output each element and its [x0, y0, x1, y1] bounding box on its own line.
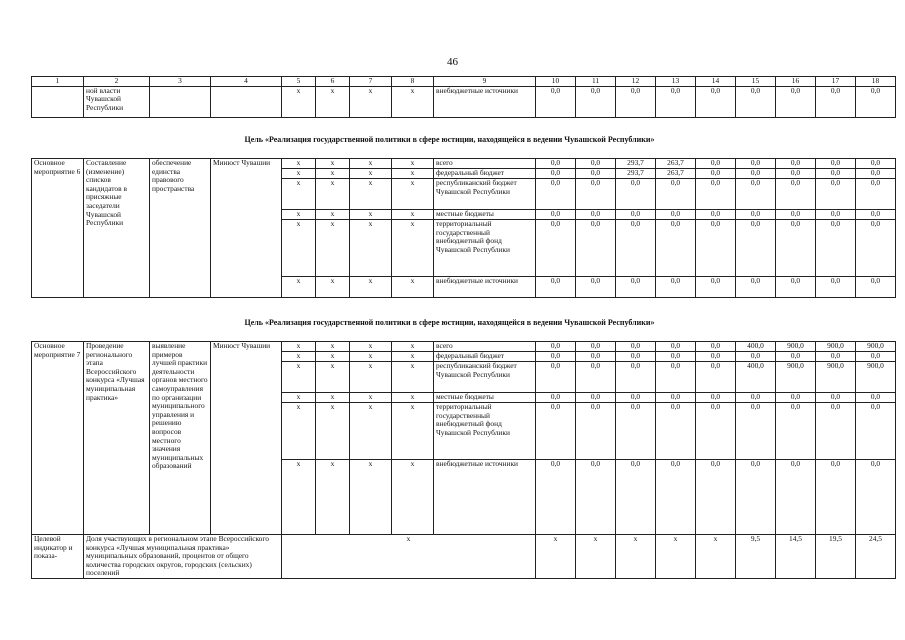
x-mark: x [316, 159, 350, 169]
value-cell: 0,0 [736, 169, 776, 179]
x-mark: x [350, 393, 392, 403]
value-cell: 0,0 [816, 460, 856, 535]
executor: Минюст Чувашии [211, 342, 282, 535]
value-cell: 0,0 [736, 393, 776, 403]
value-cell: 0,0 [616, 342, 656, 352]
value-cell: 0,0 [776, 169, 816, 179]
indicator-text: Доля участвующих в региональном этапе Всероссийского конкурса «Лучшая муниципальная практика» муниципальных образований, процентов от общего количества городских округов, городских (сельских) поселений [84, 535, 282, 579]
x-mark: x [282, 277, 316, 298]
value-cell: x [656, 535, 696, 579]
value-cell: 0,0 [616, 179, 656, 210]
value-cell: 0,0 [536, 362, 576, 393]
value-cell: 0,0 [616, 460, 656, 535]
value-cell: 293,7 [616, 159, 656, 169]
value-cell: 0,0 [736, 86, 776, 117]
value-cell: 0,0 [696, 86, 736, 117]
value-cell: 0,0 [696, 220, 736, 277]
x-mark: x [350, 169, 392, 179]
value-cell: 900,0 [856, 342, 896, 352]
value-cell: 0,0 [536, 460, 576, 535]
x-mark: x [392, 179, 434, 210]
table-cell [150, 86, 211, 117]
value-cell: 0,0 [536, 393, 576, 403]
x-mark: x [316, 393, 350, 403]
column-header: 3 [150, 77, 211, 87]
value-cell: 0,0 [856, 220, 896, 277]
value-cell: 0,0 [656, 362, 696, 393]
column-header: 7 [350, 77, 392, 87]
column-header: 6 [316, 77, 350, 87]
value-cell: x [696, 535, 736, 579]
table-row [32, 342, 896, 352]
value-cell: 0,0 [736, 352, 776, 362]
value-cell: 0,0 [776, 179, 816, 210]
value-cell: 0,0 [816, 159, 856, 169]
value-cell: x [282, 535, 536, 579]
value-cell: 0,0 [696, 179, 736, 210]
value-cell: 900,0 [816, 342, 856, 352]
value-cell: 0,0 [856, 352, 896, 362]
value-cell: 0,0 [736, 403, 776, 460]
source-cell: всего [434, 342, 536, 352]
x-mark: x [282, 86, 316, 117]
value-cell: 0,0 [616, 210, 656, 220]
value-cell: 900,0 [776, 362, 816, 393]
value-cell: 0,0 [656, 352, 696, 362]
column-header: 1 [32, 77, 84, 87]
x-mark: x [316, 179, 350, 210]
value-cell: 0,0 [816, 277, 856, 298]
page-number: 46 [447, 56, 458, 68]
value-cell: 0,0 [656, 342, 696, 352]
value-cell: 14,5 [776, 535, 816, 579]
column-header: 5 [282, 77, 316, 87]
value-cell: 0,0 [696, 362, 736, 393]
x-mark: x [316, 210, 350, 220]
column-header: 8 [392, 77, 434, 87]
value-cell: 0,0 [696, 352, 736, 362]
x-mark: x [392, 169, 434, 179]
indicator-row [32, 535, 896, 579]
value-cell: 0,0 [576, 220, 616, 277]
x-mark: x [282, 460, 316, 535]
table-block-7 [31, 341, 896, 579]
value-cell: 0,0 [776, 393, 816, 403]
x-mark: x [392, 277, 434, 298]
x-mark: x [350, 210, 392, 220]
value-cell: 0,0 [776, 403, 816, 460]
value-cell: 0,0 [696, 277, 736, 298]
column-header: 10 [536, 77, 576, 87]
value-cell: 0,0 [576, 169, 616, 179]
value-cell: 400,0 [736, 362, 776, 393]
table-row [32, 86, 896, 117]
value-cell: 0,0 [856, 210, 896, 220]
value-cell: 0,0 [776, 210, 816, 220]
source-cell: внебюджетные источники [434, 86, 536, 117]
x-mark: x [282, 403, 316, 460]
value-cell: 0,0 [576, 403, 616, 460]
value-cell: 0,0 [696, 169, 736, 179]
value-cell: 0,0 [696, 403, 736, 460]
value-cell: 0,0 [536, 86, 576, 117]
value-cell: x [616, 535, 656, 579]
x-mark: x [316, 220, 350, 277]
source-cell: территориальный государственный внебюджетный фонд Чувашской Республики [434, 403, 536, 460]
x-mark: x [392, 210, 434, 220]
value-cell: 0,0 [736, 210, 776, 220]
source-cell: республиканский бюджет Чувашской Республики [434, 362, 536, 393]
x-mark: x [316, 352, 350, 362]
value-cell: 0,0 [776, 277, 816, 298]
value-cell: 0,0 [856, 169, 896, 179]
value-cell: 0,0 [536, 277, 576, 298]
table-header [31, 76, 896, 118]
value-cell: 400,0 [736, 342, 776, 352]
x-mark: x [392, 220, 434, 277]
source-cell: территориальный государственный внебюджетный фонд Чувашской Республики [434, 220, 536, 277]
value-cell: 0,0 [856, 159, 896, 169]
column-header: 14 [696, 77, 736, 87]
value-cell: 0,0 [576, 393, 616, 403]
x-mark: x [316, 362, 350, 393]
value-cell: 0,0 [696, 342, 736, 352]
value-cell: 0,0 [616, 403, 656, 460]
value-cell: 0,0 [616, 277, 656, 298]
source-cell: федеральный бюджет [434, 169, 536, 179]
executor: Минюст Чувашии [211, 159, 282, 298]
x-mark: x [392, 342, 434, 352]
value-cell: 0,0 [816, 86, 856, 117]
value-cell: 0,0 [536, 403, 576, 460]
value-cell: 0,0 [816, 210, 856, 220]
value-cell: 0,0 [816, 220, 856, 277]
x-mark: x [392, 352, 434, 362]
x-mark: x [350, 159, 392, 169]
value-cell: 0,0 [856, 403, 896, 460]
x-mark: x [350, 460, 392, 535]
value-cell: 0,0 [656, 393, 696, 403]
x-mark: x [282, 159, 316, 169]
value-cell: 0,0 [616, 86, 656, 117]
value-cell: 0,0 [576, 460, 616, 535]
column-header: 9 [434, 77, 536, 87]
value-cell: 0,0 [656, 403, 696, 460]
value-cell: 0,0 [536, 342, 576, 352]
table-cell: ной власти Чувашской Республики [84, 86, 150, 117]
column-header: 11 [576, 77, 616, 87]
value-cell: 263,7 [656, 169, 696, 179]
value-cell: 0,0 [856, 86, 896, 117]
value-cell: 0,0 [576, 86, 616, 117]
measure-description: Составление (изменение) списков кандидатов в присяжные заседатели Чувашской Республики [84, 159, 150, 298]
source-cell: всего [434, 159, 536, 169]
value-cell: 0,0 [856, 393, 896, 403]
x-mark: x [282, 210, 316, 220]
source-cell: федеральный бюджет [434, 352, 536, 362]
source-cell: местные бюджеты [434, 210, 536, 220]
x-mark: x [350, 352, 392, 362]
x-mark: x [350, 403, 392, 460]
x-mark: x [350, 179, 392, 210]
value-cell: 0,0 [536, 179, 576, 210]
value-cell: 0,0 [656, 460, 696, 535]
x-mark: x [316, 342, 350, 352]
value-cell: 0,0 [616, 352, 656, 362]
measure-goal: обеспечение единства правового пространства [150, 159, 211, 298]
value-cell: 0,0 [696, 159, 736, 169]
value-cell: 0,0 [856, 277, 896, 298]
value-cell: 0,0 [536, 220, 576, 277]
value-cell: 900,0 [816, 362, 856, 393]
x-mark: x [316, 86, 350, 117]
value-cell: x [536, 535, 576, 579]
value-cell: 24,5 [856, 535, 896, 579]
value-cell: 0,0 [736, 460, 776, 535]
value-cell: 0,0 [536, 210, 576, 220]
x-mark: x [350, 362, 392, 393]
table-row [32, 159, 896, 169]
value-cell: 9,5 [736, 535, 776, 579]
x-mark: x [282, 220, 316, 277]
x-mark: x [350, 342, 392, 352]
x-mark: x [392, 460, 434, 535]
x-mark: x [282, 169, 316, 179]
x-mark: x [282, 393, 316, 403]
x-mark: x [392, 403, 434, 460]
source-cell: внебюджетные источники [434, 277, 536, 298]
value-cell: 0,0 [656, 86, 696, 117]
value-cell: 0,0 [576, 362, 616, 393]
value-cell: 0,0 [776, 460, 816, 535]
column-header: 12 [616, 77, 656, 87]
x-mark: x [316, 460, 350, 535]
value-cell: 0,0 [616, 362, 656, 393]
value-cell: 0,0 [776, 159, 816, 169]
value-cell: 0,0 [696, 210, 736, 220]
x-mark: x [282, 342, 316, 352]
value-cell: 0,0 [816, 179, 856, 210]
value-cell: 0,0 [816, 403, 856, 460]
value-cell: 0,0 [656, 179, 696, 210]
column-header: 17 [816, 77, 856, 87]
x-mark: x [316, 403, 350, 460]
value-cell: 0,0 [576, 210, 616, 220]
measure-name: Основное мероприятие 7 [32, 342, 84, 535]
value-cell: 0,0 [816, 352, 856, 362]
value-cell: 0,0 [816, 393, 856, 403]
column-header: 16 [776, 77, 816, 87]
value-cell: 0,0 [616, 220, 656, 277]
measure-description: Проведение регионального этапа Всероссийского конкурса «Лучшая муниципальная практика» [84, 342, 150, 535]
value-cell: 0,0 [776, 352, 816, 362]
header-row [32, 77, 896, 87]
indicator-label: Целевой индикатор и показа- [32, 535, 84, 579]
value-cell: 19,5 [816, 535, 856, 579]
value-cell: x [576, 535, 616, 579]
value-cell: 0,0 [696, 460, 736, 535]
value-cell: 0,0 [616, 393, 656, 403]
value-cell: 900,0 [856, 362, 896, 393]
value-cell: 0,0 [736, 220, 776, 277]
x-mark: x [316, 169, 350, 179]
x-mark: x [282, 179, 316, 210]
x-mark: x [316, 277, 350, 298]
x-mark: x [350, 277, 392, 298]
source-cell: внебюджетные источники [434, 460, 536, 535]
source-cell: местные бюджеты [434, 393, 536, 403]
value-cell: 0,0 [856, 179, 896, 210]
measure-name: Основное мероприятие 6 [32, 159, 84, 298]
table-cell [211, 86, 282, 117]
value-cell: 0,0 [656, 220, 696, 277]
value-cell: 0,0 [856, 460, 896, 535]
value-cell: 0,0 [776, 86, 816, 117]
value-cell: 0,0 [776, 220, 816, 277]
x-mark: x [282, 362, 316, 393]
x-mark: x [282, 352, 316, 362]
value-cell: 0,0 [536, 169, 576, 179]
x-mark: x [392, 393, 434, 403]
column-header: 2 [84, 77, 150, 87]
value-cell: 0,0 [736, 179, 776, 210]
value-cell: 0,0 [576, 352, 616, 362]
column-header: 4 [211, 77, 282, 87]
value-cell: 0,0 [576, 342, 616, 352]
value-cell: 0,0 [576, 179, 616, 210]
value-cell: 0,0 [536, 352, 576, 362]
column-header: 13 [656, 77, 696, 87]
value-cell: 0,0 [576, 159, 616, 169]
value-cell: 0,0 [736, 159, 776, 169]
x-mark: x [350, 220, 392, 277]
table-cell [32, 86, 84, 117]
measure-goal: выявление примеров лучшей практики деятельности органов местного самоуправления по организации муниципального управления и решению вопросов местного значения муниципальных образований [150, 342, 211, 535]
value-cell: 0,0 [576, 277, 616, 298]
x-mark: x [350, 86, 392, 117]
value-cell: 0,0 [816, 169, 856, 179]
source-cell: республиканский бюджет Чувашской Республики [434, 179, 536, 210]
value-cell: 293,7 [616, 169, 656, 179]
value-cell: 900,0 [776, 342, 816, 352]
value-cell: 0,0 [536, 159, 576, 169]
value-cell: 0,0 [696, 393, 736, 403]
goal-heading: Цель «Реализация государственной политики в сфере юстиции, находящейся в ведении Чувашской Республики» [244, 135, 655, 144]
value-cell: 0,0 [656, 210, 696, 220]
goal-heading: Цель «Реализация государственной политики в сфере юстиции, находящейся в ведении Чувашской Республики» [244, 318, 655, 327]
value-cell: 0,0 [736, 277, 776, 298]
x-mark: x [392, 159, 434, 169]
table-block-6 [31, 158, 896, 298]
column-header: 15 [736, 77, 776, 87]
x-mark: x [392, 86, 434, 117]
column-header: 18 [856, 77, 896, 87]
value-cell: 0,0 [656, 277, 696, 298]
value-cell: 263,7 [656, 159, 696, 169]
x-mark: x [392, 362, 434, 393]
